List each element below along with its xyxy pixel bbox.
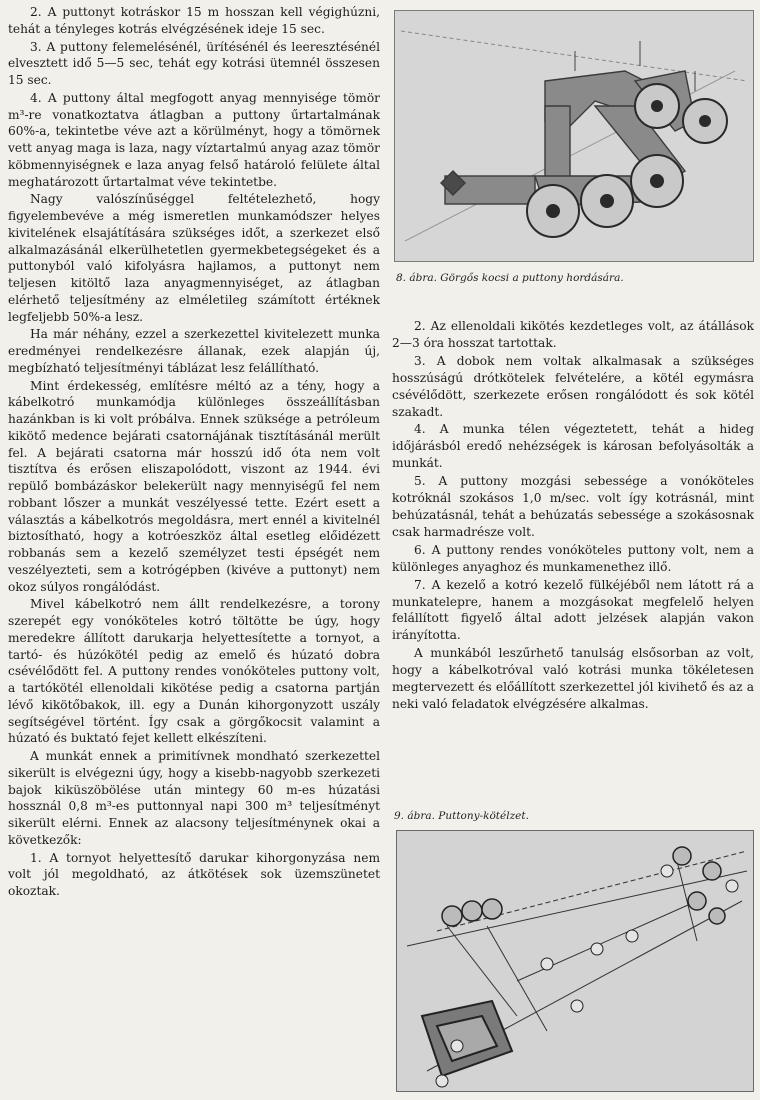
paragraph: 5. A puttony mozgási sebessége a vonóköteles kotróknál szokásos 1,0 m/sec. volt így kotrásnál, mint behúzatásnál, tehát a behúzatás sebessége a szokásosnak csak harmadrésze volt. <box>392 474 754 539</box>
paragraph: Nagy valószínűséggel feltételezhető, hogy figyelembevéve a még ismeretlen munkamódszer helyes kivitelének elsajátítására szükséges időt, a szerkezet első alkalmazásánál elkerülhetetlen gyermekbetegségeket és a puttonyból való kifolyásra hajlamos, a puttonyt nem teljesen kitöltő laza anyagmennyiséget, az átlagban elérhető teljesítmény az elméletileg számított értéknek legfeljebb 50%-a lesz. <box>8 192 380 324</box>
figure-8-roller-carriage <box>394 10 754 262</box>
paragraph: Mivel kábelkotró nem állt rendelkezésre, a torony szerepét egy vonóköteles kotró töltötte be úgy, hogy meredekre állított darukarja helyettesítette a tornyot, a tartó- és húzókötél pedig az emelő és húzató dobra csévélődött fel. A puttony rendes vonóköteles puttony volt, a tartókötél ellenoldali kikötése pedig a csatorna partján lévő kikötőbakok, ill. egy a Dunán kihorgonyzott uszály segítségével történt. Így csak a görgőkocsit valamint a húzató és buktató fejet kellett elkészíteni. <box>8 597 380 746</box>
paragraph: Ha már néhány, ezzel a szerkezettel kivitelezett munka eredményei rendelkezésre állanak, ezek alapján új, megbízható teljesítményi táblázat lesz felállítható. <box>8 327 380 375</box>
figure-9-caption: 9. ábra. Puttony-kötélzet. <box>394 810 529 822</box>
left-text-column <box>8 4 380 901</box>
paragraph: 4. A puttony által megfogott anyag mennyisége tömör m³-re vonatkoztatva átlagban a puttony űrtartalmának 60%-a, tekintetbe véve azt a körülményt, hogy a tömörnek vett anyag maga is laza, nagy víztartalmú anyag azaz tömör köbmennyiségnek e laza anyag felső határoló felülete által meghatározott űrtartalmat véve tekintetbe. <box>8 90 380 189</box>
paragraph: 6. A puttony rendes vonóköteles puttony volt, nem a különleges anyaghoz és munkamenethez illő. <box>392 542 754 574</box>
paragraph: 3. A dobok nem voltak alkalmasak a szükséges hosszúságú drótkötelek felvételére, a kötél egymásra csévélődött, szerkezete erősen rongálódott és sok kötél szakadt. <box>392 353 754 419</box>
paragraph: 7. A kezelő a kotró kezelő fülkéjéből nem látott rá a munkatelepre, hanem a mozgásokat megfelelő helyen felállított figyelő által adott jelzések alapján vakon irányította. <box>392 577 754 643</box>
paragraph: A munkából leszűrhető tanulság elsősorban az volt, hogy a kábelkotróval való kotrási munka tökéletesen megtervezett és előállított szerkezettel jól kivihető és az a neki való feladatok elvégzésére alkalmas. <box>392 646 754 711</box>
roller-carriage-drawing <box>395 11 753 261</box>
paragraph: 1. A tornyot helyettesítő darukar kihorgonyzása nem volt jól megoldható, az átkötések sok üzemszünetet okoztak. <box>8 850 380 898</box>
paragraph: Mint érdekesség, említésre méltó az a tény, hogy a kábelkotró munkamódja különleges összeállításban hazánkban is ki volt próbálva. Ennek szüksége a petróleum kikötő medence bejárati csatornájának tisztításánál merült fel. A bejárati csatorna már hosszú idő óta nem volt tisztítva és erősen eliszapolódott, viszont az 1944. évi repülő bombázáskor belekerült nagy mennyiségű fel nem robbant lőszer a munkát veszélyessé tette. Ezért esett a választás a kábelkotrós megoldásra, mert ennél a kivitelnél biztosítható, hogy a kotróeszköz által esetleg előidézett robbanás sem a kezelő személyzet testi épségét nem veszélyezteti, sem a kotrógépben (kivéve a puttonyt) nem okoz súlyos rongálódást. <box>8 378 380 594</box>
right-text-column <box>392 318 754 714</box>
paragraph: 4. A munka télen végeztetett, tehát a hideg időjárásból eredő nehézségek is károsan befolyásolták a munkát. <box>392 422 754 471</box>
paragraph: 2. A puttonyt kotráskor 15 m hosszan kell végighúzni, tehát a tényleges kotrás elvégzésének ideje 15 sec. <box>8 5 380 36</box>
paragraph: A munkát ennek a primitívnek mondható szerkezettel sikerült is elvégezni úgy, hogy a kisebb-nagyobb szerkezeti bajok kiküszöbölése után mintegy 60 m-es húzatási hossznál 0,8 m³-es puttonnyal napi 300 m³ teljesítményt sikerült elérni. Ennek az alacsony teljesítménynek okai a következők: <box>8 749 380 847</box>
figure-8-caption: 8. ábra. Görgős kocsi a puttony hordására. <box>396 272 624 284</box>
paragraph: 3. A puttony felemelésénél, ürítésénél és leeresztésénél elvesztett idő 5—5 sec, tehát egy kotrási ütemnél összesen 15 sec. <box>8 39 380 87</box>
paragraph: 2. Az ellenoldali kikötés kezdetleges volt, az átállások 2—3 óra hosszat tartottak. <box>392 319 754 350</box>
figure-9-bucket-rigging <box>396 830 754 1092</box>
bucket-rigging-drawing <box>397 831 753 1091</box>
